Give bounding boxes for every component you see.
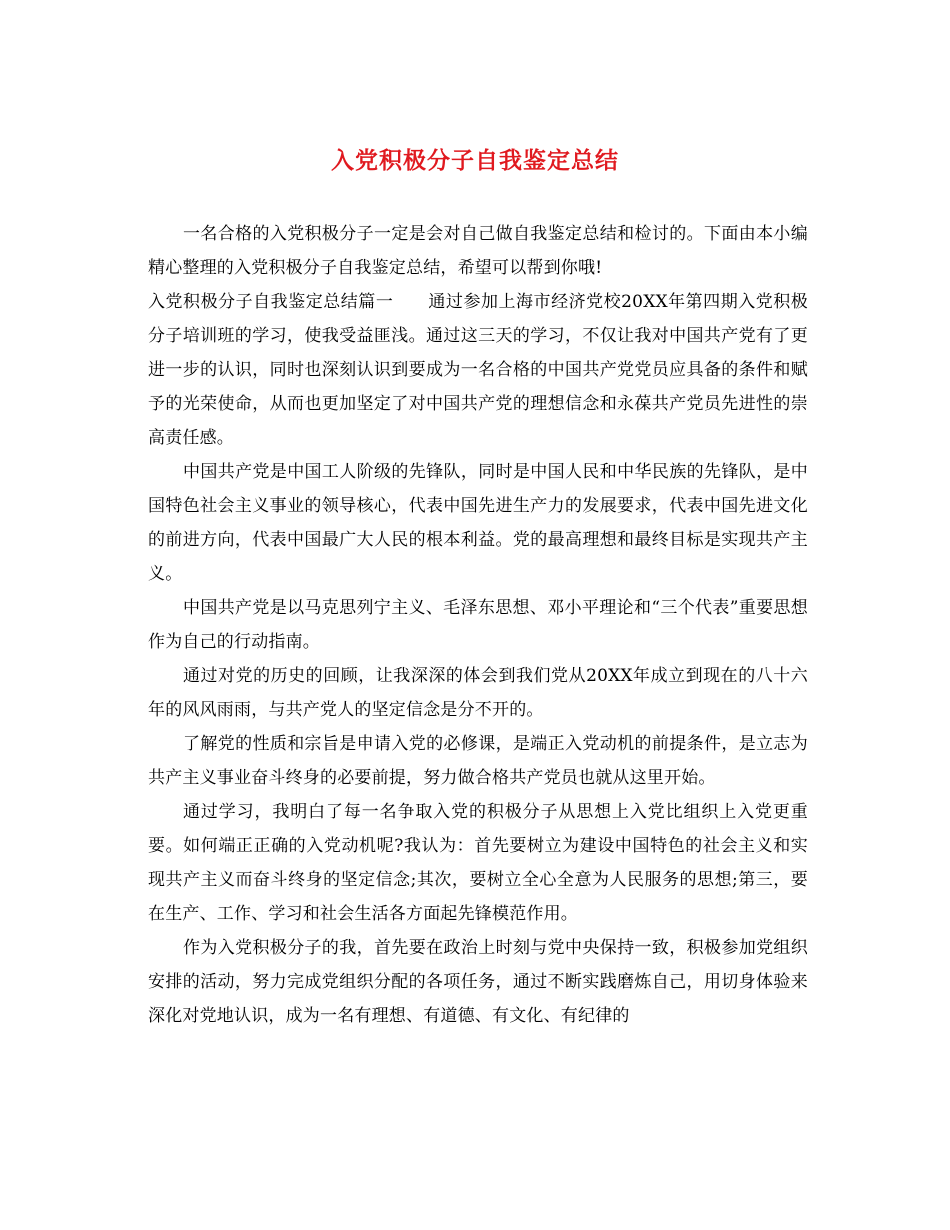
document-title: 入党积极分子自我鉴定总结 [331, 147, 619, 174]
paragraph-guiding-thought: 中国共产党是以马克思列宁主义、毛泽东思想、邓小平理论和“三个代表”重要思想作为自己的行动指南。 [148, 598, 808, 652]
document-body [148, 217, 808, 1033]
paragraph-party-nature: 中国共产党是中国工人阶级的先锋队，同时是中国人民和中华民族的先锋队，是中国特色社会主义事业的领导核心，代表中国先进生产力的发展要求，代表中国先进文化的前进方向，代表中国最广大人民的根本利益。党的最高理想和最终目标是实现共产主义。 [148, 462, 808, 584]
paragraph-history: 通过对党的历史的回顾，让我深深的体会到我们党从20XX年成立到现在的八十六年的风风雨雨，与共产党人的坚定信念是分不开的。 [148, 666, 808, 720]
paragraph-purpose: 了解党的性质和宗旨是申请入党的必修课，是端正入党动机的前提条件，是立志为共产主义事业奋斗终身的必要前提，努力做合格共产党员也就从这里开始。 [148, 734, 808, 788]
paragraph-intro: 一名合格的入党积极分子一定是会对自己做自我鉴定总结和检讨的。下面由本小编精心整理的入党积极分子自我鉴定总结，希望可以帮到你哦! [148, 224, 808, 278]
paragraph-motivation: 通过学习，我明白了每一名争取入党的积极分子从思想上入党比组织上入党更重要。如何端正正确的入党动机呢?我认为：首先要树立为建设中国特色的社会主义和实现共产主义而奋斗终身的坚定信念;其次，要树立全心全意为人民服务的思想;第三，要在生产、工作、学习和社会生活各方面起先锋模范作用。 [148, 802, 808, 924]
paragraph-commitment: 作为入党积极分子的我，首先要在政治上时刻与党中央保持一致，积极参加党组织安排的活动，努力完成党组织分配的各项任务，通过不断实践磨炼自己，用切身体验来深化对党地认识，成为一名有理想、有道德、有文化、有纪律的 [148, 938, 808, 1026]
paragraph-part-one: 入党积极分子自我鉴定总结篇一 通过参加上海市经济党校20XX年第四期入党积极分子培训班的学习，使我受益匪浅。通过这三天的学习，不仅让我对中国共产党有了更进一步的认识，同时也深刻认识到要成为一名合格的中国共产党党员应具备的条件和赋予的光荣使命，从而也更加坚定了对中国共产党的理想信念和永葆共产党员先进性的崇高责任感。 [148, 292, 808, 448]
